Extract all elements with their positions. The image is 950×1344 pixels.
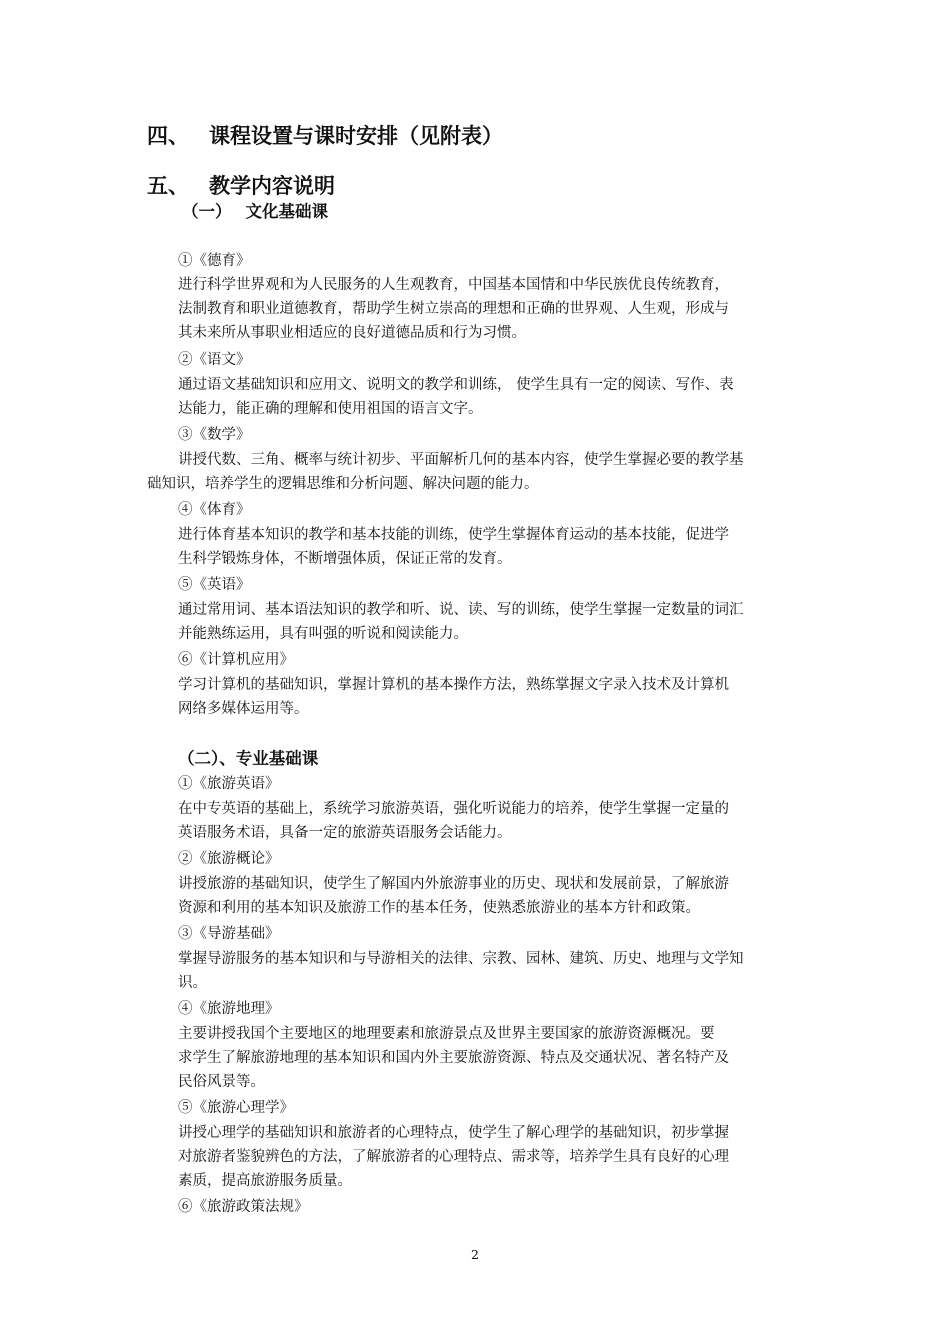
- page-number: 2: [471, 1247, 479, 1262]
- heading-text: 教学内容说明: [209, 174, 335, 198]
- course-title: ①《旅游英语》: [178, 776, 280, 792]
- heading-section-4: [147, 122, 503, 150]
- course-description: [178, 598, 808, 646]
- paragraph-line: 民俗风景等。: [178, 1074, 265, 1090]
- subheading-culture-basics: [182, 201, 328, 223]
- paragraph-line: 资源和利用的基本知识及旅游工作的基本任务，使熟悉旅游业的基本方针和政策。: [178, 900, 700, 916]
- heading-number: 四、: [147, 124, 189, 148]
- course-title: ⑥《旅游政策法规》: [178, 1199, 309, 1215]
- subheading-professional-basics: [178, 748, 318, 770]
- subheading-number: （二）、: [178, 749, 236, 768]
- course-description: [178, 273, 808, 345]
- course-title: ①《德育》: [178, 253, 251, 269]
- course-description: [178, 523, 808, 571]
- paragraph-line: 对旅游者鉴貌辨色的方法，了解旅游者的心理特点、需求等，培养学生具有良好的心理: [178, 1149, 729, 1165]
- paragraph-line: 并能熟练运用，具有叫强的听说和阅读能力。: [178, 626, 468, 642]
- paragraph-line: 素质，提高旅游服务质量。: [178, 1173, 352, 1189]
- course-description: [178, 797, 808, 845]
- paragraph-line: 生科学锻炼身体，不断增强体质，保证正常的发育。: [178, 551, 512, 567]
- course-title: ④《旅游地理》: [178, 1001, 280, 1017]
- paragraph-line: 讲授旅游的基础知识，使学生了解国内外旅游事业的历史、现状和发展前景，了解旅游: [178, 876, 729, 892]
- paragraph-line: 求学生了解旅游地理的基本知识和国内外主要旅游资源、特点及交通状况、著名特产及: [178, 1050, 729, 1066]
- paragraph-line: 英语服务术语，具备一定的旅游英语服务会话能力。: [178, 825, 512, 841]
- course-description: [178, 1121, 808, 1193]
- course-title: ②《语文》: [178, 352, 251, 368]
- paragraph-line: 法制教育和职业道德教育，帮助学生树立崇高的理想和正确的世界观、人生观，形成与: [178, 301, 729, 317]
- paragraph-line: 其未来所从事职业相适应的良好道德品质和行为习惯。: [178, 325, 526, 341]
- heading-section-5: [147, 172, 335, 200]
- paragraph-line: 识。: [178, 975, 207, 991]
- subheading-number: （一）: [182, 202, 232, 221]
- paragraph-line: 掌握导游服务的基本知识和与导游相关的法律、宗教、园林、建筑、历史、地理与文学知: [178, 951, 744, 967]
- heading-text: 课程设置与课时安排（见附表）: [209, 124, 503, 148]
- paragraph-line: 通过语文基础知识和应用文、说明文的教学和训练， 使学生具有一定的阅读、写作、表: [178, 377, 734, 393]
- course-description: [178, 673, 808, 721]
- course-title: ⑤《旅游心理学》: [178, 1100, 294, 1116]
- course-title: ③《导游基础》: [178, 926, 280, 942]
- course-title: ④《体育》: [178, 502, 251, 518]
- course-title: ②《旅游概论》: [178, 851, 280, 867]
- paragraph-line: 进行体育基本知识的教学和基本技能的训练，使学生掌握体育运动的基本技能，促进学: [178, 527, 729, 543]
- paragraph-line: 学习计算机的基础知识，掌握计算机的基本操作方法，熟练掌握文字录入技术及计算机: [178, 677, 729, 693]
- course-description: [178, 872, 808, 920]
- paragraph-line: 讲授代数、三角、概率与统计初步、平面解析几何的基本内容，使学生掌握必要的教学基: [178, 452, 744, 468]
- paragraph-line: 讲授心理学的基础知识和旅游者的心理特点，使学生了解心理学的基础知识，初步掌握: [178, 1125, 729, 1141]
- course-title: ⑥《计算机应用》: [178, 652, 294, 668]
- paragraph-line: 进行科学世界观和为人民服务的人生观教育，中国基本国情和中华民族优良传统教育，: [178, 277, 729, 293]
- heading-number: 五、: [147, 174, 189, 198]
- course-description: [147, 448, 808, 496]
- course-title: ③《数学》: [178, 427, 251, 443]
- course-description: [178, 373, 808, 421]
- paragraph-line: 础知识，培养学生的逻辑思维和分析问题、解决问题的能力。: [147, 476, 539, 492]
- course-title: ⑤《英语》: [178, 577, 251, 593]
- paragraph-line: 达能力，能正确的理解和使用祖国的语言文字。: [178, 401, 483, 417]
- paragraph-line: 在中专英语的基础上，系统学习旅游英语，强化听说能力的培养，使学生掌握一定量的: [178, 801, 729, 817]
- paragraph-line: 主要讲授我国个主要地区的地理要素和旅游景点及世界主要国家的旅游资源概况。要: [178, 1026, 715, 1042]
- subheading-text: 专业基础课: [235, 749, 319, 768]
- course-description: [178, 1022, 808, 1094]
- paragraph-line: 通过常用词、基本语法知识的教学和听、说、读、写的训练，使学生掌握一定数量的词汇: [178, 602, 744, 618]
- subheading-text: 文化基础课: [245, 202, 328, 221]
- course-description: [178, 947, 808, 995]
- paragraph-line: 网络多媒体运用等。: [178, 701, 309, 717]
